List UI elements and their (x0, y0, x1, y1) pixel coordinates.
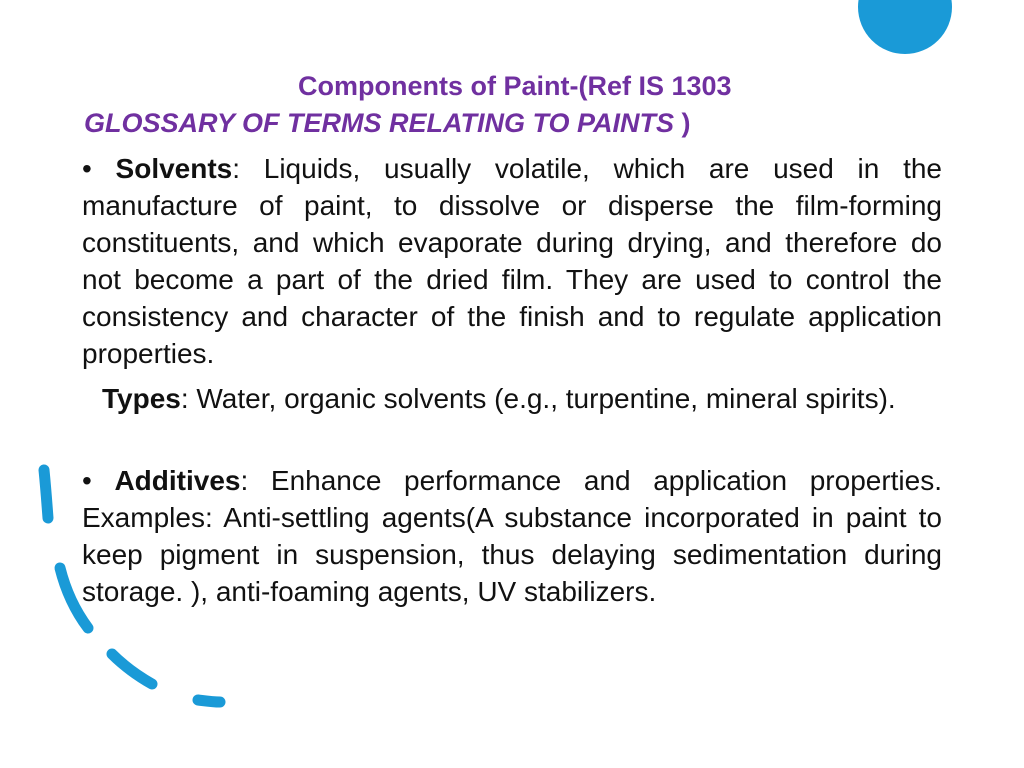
types-term: Types (102, 383, 181, 414)
additives-definition: : Enhance performance and application properties. Examples: Anti-settling agents(A substance incorporated in paint to keep pigment in suspension, thus delaying sedimentation during storage. ), anti-foaming agents, UV stabilizers. (82, 465, 943, 607)
types-text: : Water, organic solvents (e.g., turpentine, mineral spirits). (180, 383, 896, 414)
subtitle-close: ) (674, 108, 691, 138)
types-paragraph (82, 380, 962, 417)
decorative-circle (858, 0, 952, 54)
bullet: • (82, 465, 92, 496)
additives-term: Additives (114, 465, 241, 496)
subtitle-glossary: GLOSSARY OF TERMS RELATING TO PAINTS (84, 108, 675, 138)
additives-paragraph (82, 462, 942, 610)
solvents-term: Solvents (115, 153, 233, 184)
bullet: • (82, 153, 92, 184)
solvents-paragraph (82, 150, 942, 372)
solvents-colon: : (232, 153, 241, 184)
slide-subtitle (84, 108, 691, 139)
slide-title: Components of Paint-(Ref IS 1303 (298, 71, 732, 101)
solvents-definition: Liquids, usually volatile, which are used in the manufacture of paint, to dissolve or disperse the film-forming constituents, and which evaporate during drying, and therefore do not become a part of the dried film. They are used to control the consistency and character of the finish and to regulate application properties. (82, 153, 942, 369)
